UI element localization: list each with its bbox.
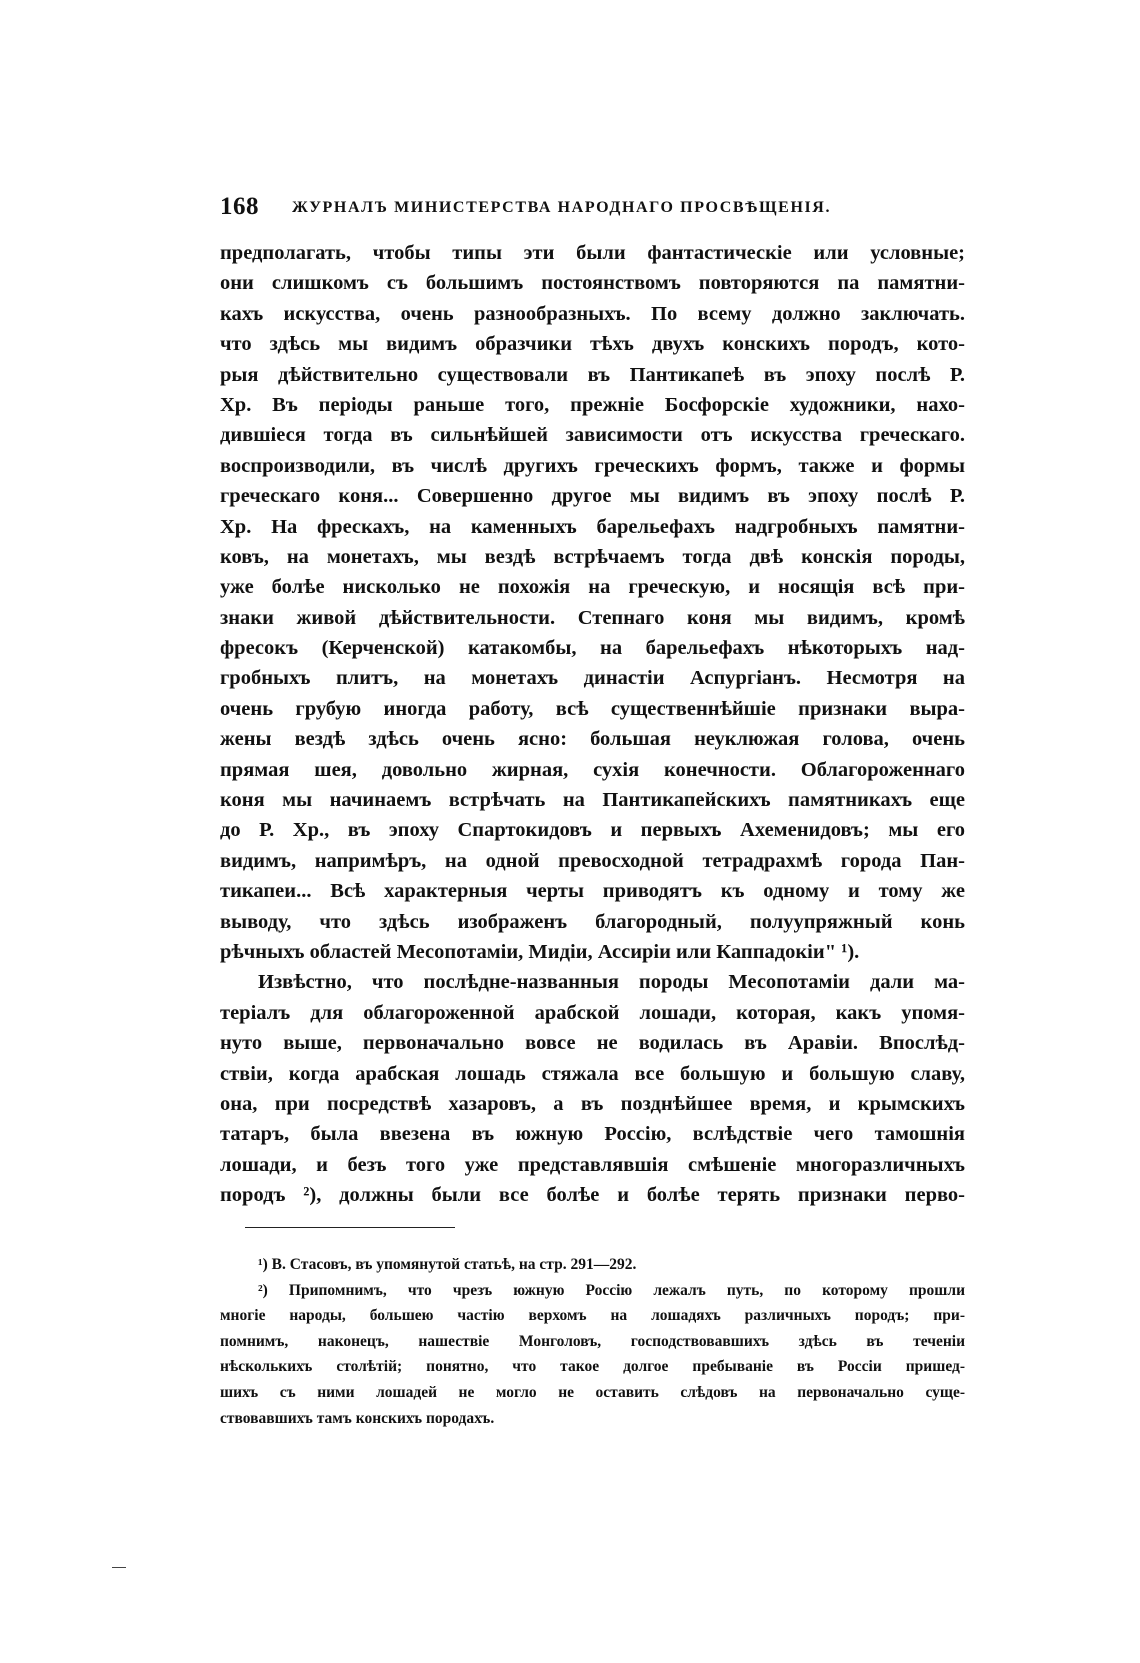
margin-mark xyxy=(112,1567,126,1568)
footnote-2-line: ствовавшихъ тамъ конскихъ породахъ. xyxy=(220,1409,495,1427)
text-line: рѣчныхъ областей Месопотаміи, Мидіи, Ассиріи или Каппадокіи" ¹). xyxy=(220,940,860,963)
text-line: до Р. Хр., въ эпоху Спартокидовъ и первыхъ Ахеменидовъ; мы его xyxy=(220,819,965,842)
text-line: что здѣсь мы видимъ образчики тѣхъ двухъ конскихъ породъ, кото- xyxy=(220,333,965,356)
text-line: Извѣстно, что послѣдне-названныя породы Месопотаміи дали ма- xyxy=(258,971,965,994)
footnotes xyxy=(220,1252,965,1431)
text-line: гробныхъ плитъ, на монетахъ династіи Аспургіанъ. Несмотря на xyxy=(220,667,965,690)
text-line: предполагать, чтобы типы эти были фантастическіе или условные; xyxy=(220,242,965,264)
text-line: татаръ, была ввезена въ южную Россію, вслѣдствіе чего тамошнія xyxy=(220,1123,965,1146)
text-line: теріалъ для облагороженной арабской лошади, которая, какъ упомя- xyxy=(220,1001,965,1024)
text-line: греческаго коня... Совершенно другое мы видимъ въ эпоху послѣ Р. xyxy=(220,485,965,508)
text-line: нуто выше, первоначально вовсе не водилась въ Аравіи. Впослѣд- xyxy=(220,1032,965,1055)
footnote-2-line: нѣсколькихъ столѣтій; понятно, что такое долгое пребываніе въ Россіи пришед- xyxy=(220,1358,965,1376)
text-line: ствіи, когда арабская лошадь стяжала все большую и большую славу, xyxy=(220,1062,965,1085)
text-line: жены вездѣ здѣсь очень ясно: большая неуклюжая голова, очень xyxy=(220,728,965,751)
footnote-2-line: многіе народы, большею частію верхомъ на лошадяхъ различныхъ породъ; при- xyxy=(220,1307,965,1325)
text-line: коня мы начинаемъ встрѣчать на Пантикапейскихъ памятникахъ еще xyxy=(220,789,965,812)
text-line: уже болѣе нисколько не похожія на греческую, и носящія всѣ при- xyxy=(220,576,965,599)
text-line: породъ ²), должны были все болѣе и болѣе терять признаки перво- xyxy=(220,1184,965,1207)
running-title: ЖУРНАЛЪ МИНИСТЕРСТВА НАРОДНАГО ПРОСВѢЩЕНІЯ. xyxy=(292,199,832,216)
text-line: видимъ, напримѣръ, на одной превосходной тетрадрахмѣ города Пан- xyxy=(220,849,965,872)
text-line: тикапеи... Всѣ характерныя черты приводятъ къ одному и тому же xyxy=(220,880,965,903)
footnote-2-line: шихъ съ ними лошадей не могло не оставить слѣдовъ на первоначально суще- xyxy=(220,1383,965,1401)
text-line: воспроизводили, въ числѣ другихъ греческихъ формъ, также и формы xyxy=(220,454,965,477)
text-line: Хр. На фрескахъ, на каменныхъ барельефахъ надгробныхъ памятни- xyxy=(220,515,965,538)
text-line: фресокъ (Керченской) катакомбы, на барельефахъ нѣкоторыхъ над- xyxy=(220,637,965,660)
body-text xyxy=(220,238,965,1211)
footnote-2-line: ²) Припомнимъ, что чрезъ южную Россію лежалъ путь, по которому прошли xyxy=(258,1281,965,1299)
text-line: лошади, и безъ того уже представлявшія смѣшеніе многоразличныхъ xyxy=(220,1153,965,1176)
text-line: она, при посредствѣ хазаровъ, а въ позднѣйшее время, и крымскихъ xyxy=(220,1092,965,1115)
text-line: выводу, что здѣсь изображенъ благородный, полуупряжный конь xyxy=(220,910,965,933)
text-line: они слишкомъ съ большимъ постоянствомъ повторяются па памятни- xyxy=(220,272,965,295)
footnote-divider xyxy=(245,1227,455,1228)
page-header xyxy=(220,193,965,223)
text-line: знаки живой дѣйствительности. Степнаго коня мы видимъ, кромѣ xyxy=(220,606,965,629)
text-line: кахъ искусства, очень разнообразныхъ. По всему должно заключать. xyxy=(220,302,965,325)
footnote-1: ¹) В. Стасовъ, въ упомянутой статьѣ, на стр. 291—292. xyxy=(258,1256,637,1273)
text-line: ковъ, на монетахъ, мы вездѣ встрѣчаемъ тогда двѣ конскія породы, xyxy=(220,545,965,568)
page-number: 168 xyxy=(220,193,259,220)
text-line: Хр. Въ періоды раньше того, прежніе Босфорскіе художники, нахо- xyxy=(220,393,965,416)
text-line: очень грубую иногда работу, всѣ существеннѣйшіе признаки выра- xyxy=(220,697,965,720)
text-line: прямая шея, довольно жирная, сухія конечности. Облагороженнаго xyxy=(220,758,965,781)
text-line: дившіеся тогда въ сильнѣйшей зависимости отъ искусства греческаго. xyxy=(220,424,965,447)
text-line: рыя дѣйствительно существовали въ Пантикапеѣ въ эпоху послѣ Р. xyxy=(220,363,965,386)
footnote-2-line: помнимъ, наконецъ, нашествіе Монголовъ, господствовавшихъ здѣсь въ теченіи xyxy=(220,1332,965,1350)
